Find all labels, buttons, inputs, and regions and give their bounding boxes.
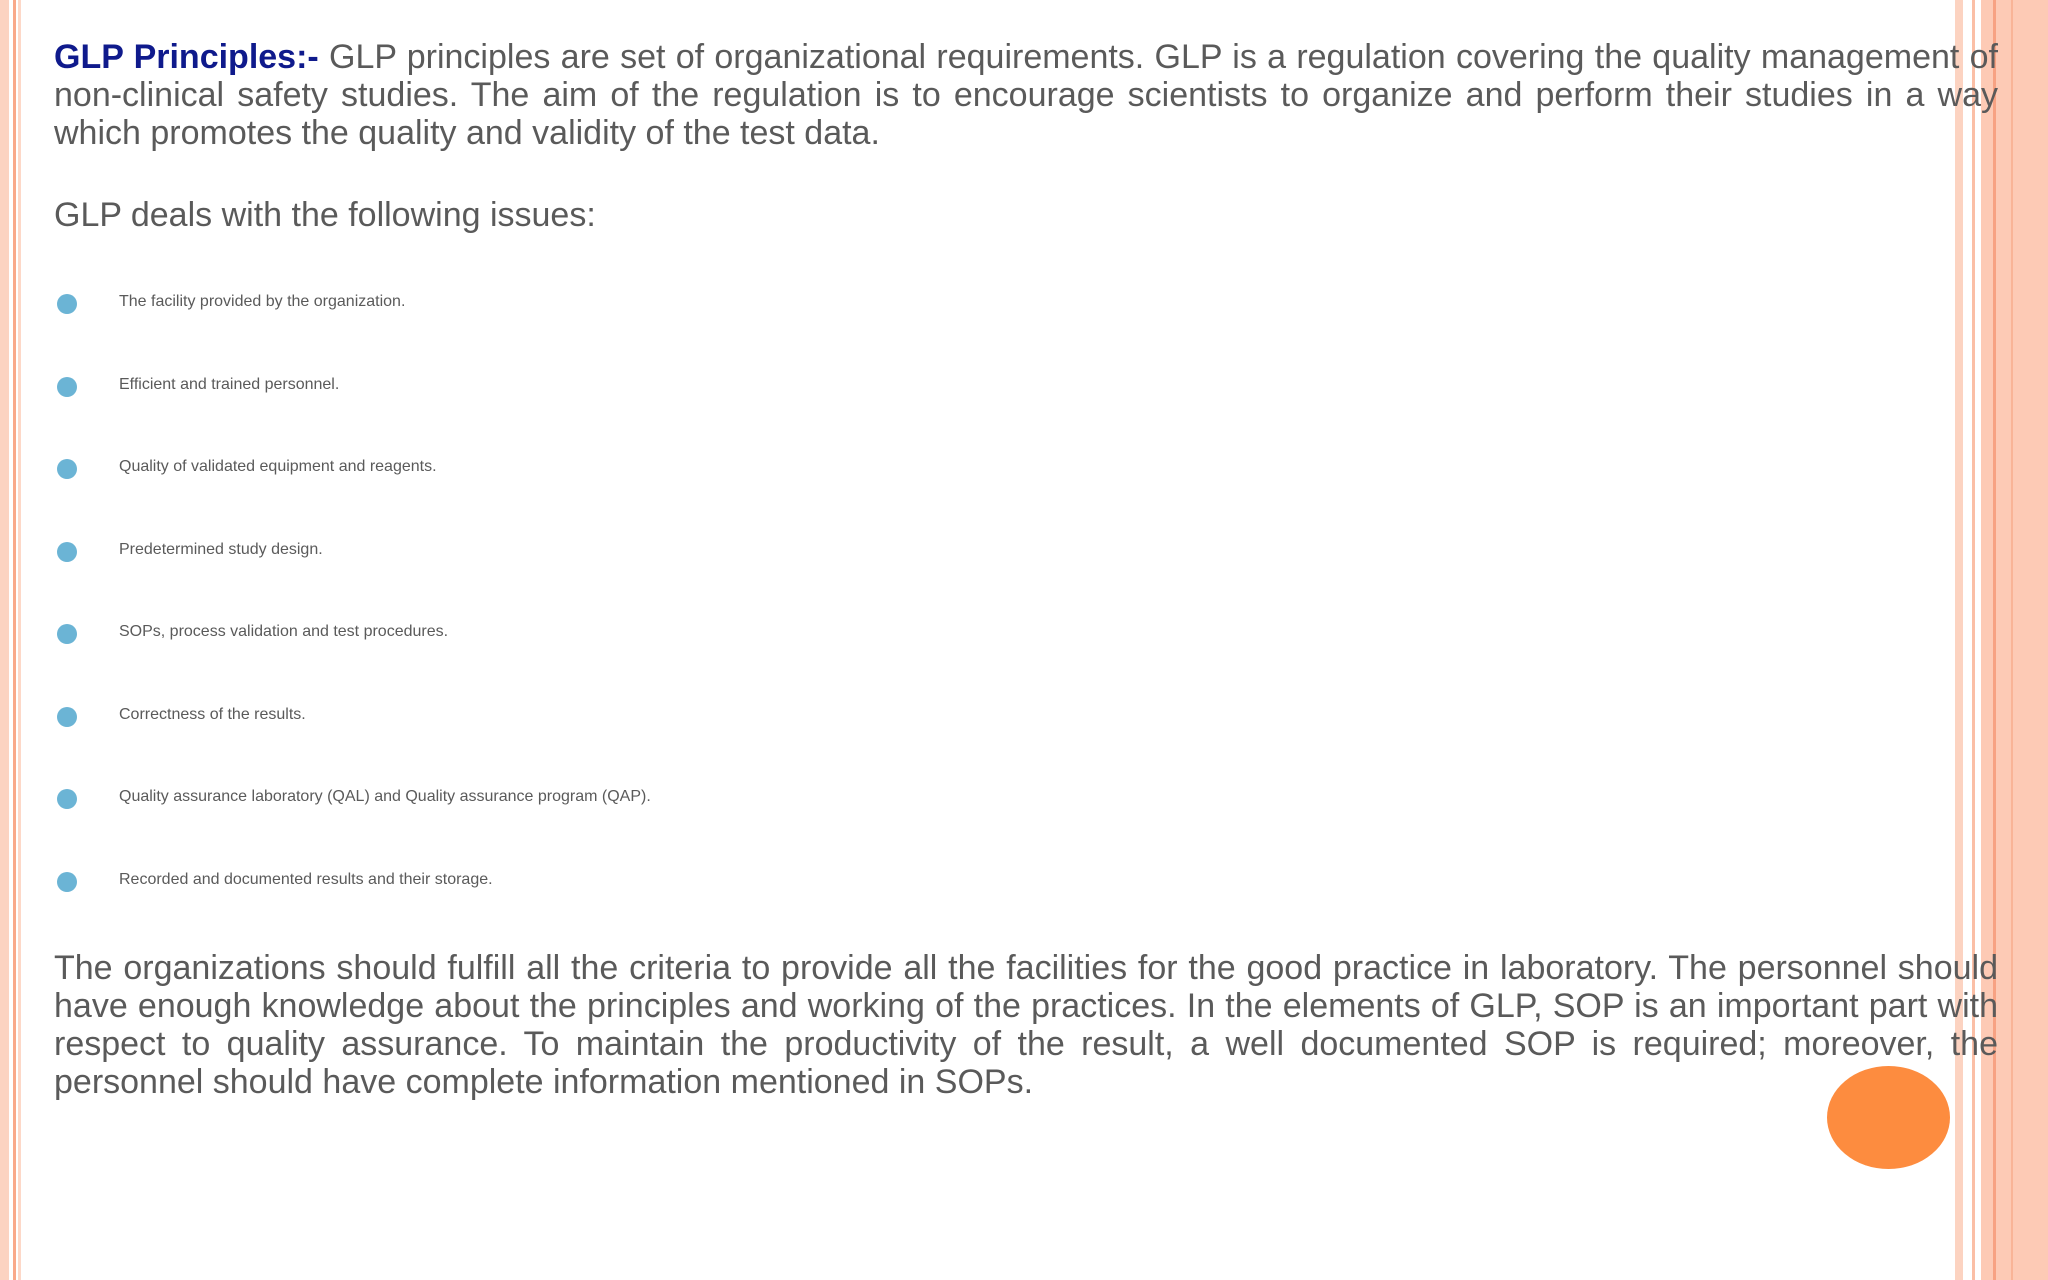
bullet-icon	[57, 459, 77, 479]
list-item-text: The facility provided by the organization.	[119, 293, 406, 310]
list-item-text: Predetermined study design.	[119, 540, 323, 558]
list-item-text: Quality assurance laboratory (QAL) and Quality assurance program (QAP).	[119, 788, 651, 805]
closing-paragraph-container	[54, 949, 1998, 1101]
intro-paragraph	[54, 38, 1998, 152]
list-item-text: Recorded and documented results and their storage.	[119, 870, 493, 888]
intro-text: GLP principles are set of organizational requirements. GLP is a regulation covering the quality management of non-clinical safety studies. The aim of the regulation is to encourage scientists to organize and perform their studies in a way which promotes the quality and validity of the test data.	[54, 38, 1998, 152]
list-item	[54, 778, 1954, 861]
bullet-icon	[57, 377, 77, 397]
list-item	[54, 366, 1954, 449]
bullet-icon	[57, 542, 77, 562]
left-border-band	[0, 0, 9, 1280]
list-item-text: SOPs, process validation and test procedures.	[119, 623, 449, 640]
left-border-line	[13, 0, 16, 1280]
left-border-line	[18, 0, 21, 1280]
bullet-icon	[57, 624, 77, 644]
list-item	[54, 283, 1954, 366]
list-item-text: Correctness of the results.	[119, 705, 306, 723]
right-border-line	[2011, 0, 2013, 1280]
issues-intro: GLP deals with the following issues:	[54, 196, 596, 234]
list-item	[54, 696, 1954, 779]
list-item-text: Efficient and trained personnel.	[119, 375, 340, 393]
list-item	[54, 448, 1954, 531]
list-item	[54, 531, 1954, 614]
list-item-text: Quality of validated equipment and reagents.	[119, 458, 437, 475]
bullet-icon	[57, 707, 77, 727]
bullet-icon	[57, 872, 77, 892]
bullet-icon	[57, 789, 77, 809]
list-item	[54, 861, 1954, 944]
list-item	[54, 613, 1954, 696]
issues-list	[54, 283, 1954, 943]
slide-body	[54, 38, 1998, 234]
closing-paragraph: The organizations should fulfill all the criteria to provide all the facilities for the good practice in laboratory. The personnel should have enough knowledge about the principles and working of the practices. In the elements of GLP, SOP is an important part with respect to quality assurance. To maintain the productivity of the result, a well documented SOP is required; moreover, the personnel should have complete information mentioned in SOPs.	[54, 949, 1998, 1101]
slide-heading: GLP Principles:-	[54, 38, 319, 76]
left-decorative-border	[0, 0, 24, 1280]
bullet-icon	[57, 294, 77, 314]
issues-list-container	[54, 283, 1954, 943]
orange-circle-decoration	[1827, 1066, 1950, 1169]
